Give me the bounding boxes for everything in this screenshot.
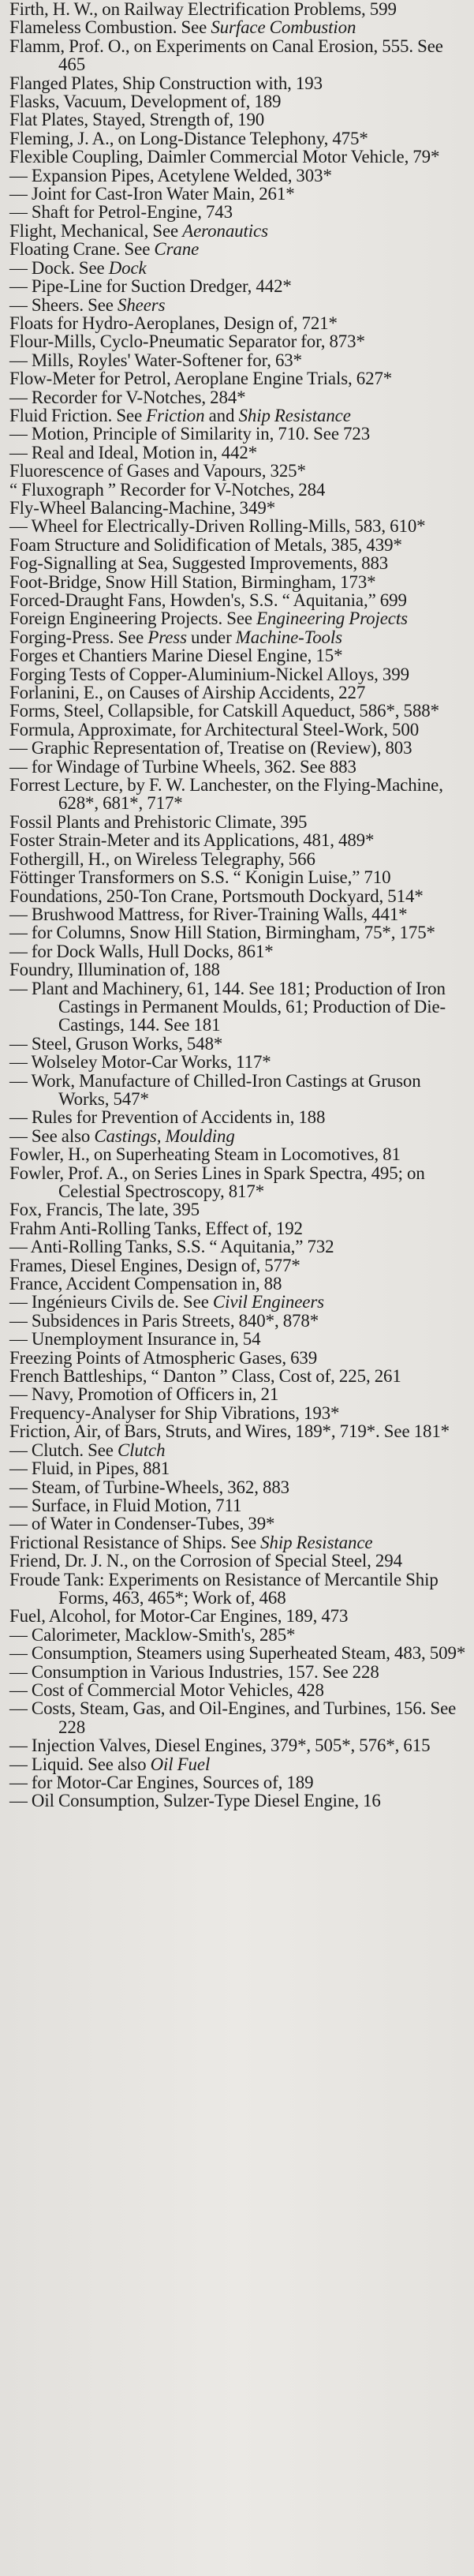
index-entry: — Work, Manufacture of Chilled-Iron Castings at Gruson Works, 547*	[9, 1070, 421, 1109]
index-entry: Forlanini, E., on Causes of Airship Accidents, 227	[9, 683, 366, 703]
index-entry: Frahm Anti-Rolling Tanks, Effect of, 192	[9, 1218, 303, 1238]
index-entry: Fluid Friction. See Friction and Ship Resistance	[9, 405, 351, 425]
index-entry: Flanged Plates, Ship Construction with, 193	[9, 73, 323, 93]
index-entry: — Consumption in Various Industries, 157. See 228	[9, 1661, 379, 1682]
index-entry: — Rules for Prevention of Accidents in, 188	[9, 1107, 326, 1128]
index-entry: Fossil Plants and Prehistoric Climate, 395	[9, 811, 308, 832]
index-entry: Flexible Coupling, Daimler Commercial Motor Vehicle, 79*	[9, 147, 440, 167]
index-entry: Foundry, Illumination of, 188	[9, 960, 220, 980]
index-entry: — Anti-Rolling Tanks, S.S. “ Aquitania,” 732	[9, 1237, 334, 1257]
index-entry: — Joint for Cast-Iron Water Main, 261*	[9, 184, 295, 204]
index-entry: Forced-Draught Fans, Howden's, S.S. “ Aquitania,” 699	[9, 590, 407, 610]
index-entry: — Steel, Gruson Works, 548*	[9, 1033, 223, 1054]
index-entry: — Unemployment Insurance in, 54	[9, 1329, 261, 1350]
index-entry: Flamm, Prof. O., on Experiments on Canal Erosion, 555. See 465	[9, 36, 443, 75]
index-entry: Forges et Chantiers Marine Diesel Engine, 15*	[9, 646, 343, 666]
index-entry: — Wheel for Electrically-Driven Rolling-Mills, 583, 610*	[9, 516, 426, 537]
index-entry: — Mills, Royles' Water-Softener for, 63*	[9, 350, 302, 370]
index-entry: — Clutch. See Clutch	[9, 1440, 166, 1460]
index-entry: Floating Crane. See Crane	[9, 239, 200, 260]
index-entry: — for Windage of Turbine Wheels, 362. See 883	[9, 756, 356, 777]
index-entry: Fox, Francis, The late, 395	[9, 1200, 200, 1220]
index-entry: — Graphic Representation of, Treatise on (Review), 803	[9, 738, 412, 758]
index-entry: Foundations, 250-Ton Crane, Portsmouth Dockyard, 514*	[9, 886, 424, 906]
index-entry: France, Accident Compensation in, 88	[9, 1274, 282, 1294]
index-entry: — for Dock Walls, Hull Docks, 861*	[9, 941, 274, 961]
index-entry: — Fluid, in Pipes, 881	[9, 1458, 170, 1479]
index-entry: Forms, Steel, Collapsible, for Catskill Aqueduct, 586*, 588*	[9, 701, 439, 721]
index-entry: — Dock. See Dock	[9, 257, 147, 278]
index-entry: Föttinger Transformers on S.S. “ Konigin Luise,” 710	[9, 867, 391, 888]
index-entry: Foster Strain-Meter and its Applications, 481, 489*	[9, 830, 375, 851]
index-entry: — Surface, in Fluid Motion, 711	[9, 1495, 242, 1515]
index-entry: Firth, H. W., on Railway Electrification Problems, 599	[9, 0, 397, 19]
index-entry: Flat Plates, Stayed, Strength of, 190	[9, 110, 265, 130]
index-entry: — Sheers. See Sheers	[9, 294, 166, 315]
index-entry: — Shaft for Petrol-Engine, 743	[9, 202, 233, 223]
index-entry: Foot-Bridge, Snow Hill Station, Birmingham, 173*	[9, 571, 376, 592]
index-entry: Flameless Combustion. See Surface Combustion	[9, 17, 356, 38]
index-entry: Formula, Approximate, for Architectural Steel-Work, 500	[9, 719, 420, 739]
index-entry: — Real and Ideal, Motion in, 442*	[9, 442, 258, 462]
index-entry: — Calorimeter, Macklow-Smith's, 285*	[9, 1624, 296, 1645]
index-entry: — Injection Valves, Diesel Engines, 379*, 505*, 576*, 615	[9, 1735, 431, 1756]
index-entry: — Expansion Pipes, Acetylene Welded, 303*	[9, 165, 332, 185]
index-entry: Fowler, H., on Superheating Steam in Locomotives, 81	[9, 1144, 401, 1165]
index-entry: — Motion, Principle of Similarity in, 710. See 723	[9, 424, 371, 444]
index-entry: — Consumption, Steamers using Superheated Steam, 483, 509*	[9, 1643, 466, 1664]
index-entry: Fly-Wheel Balancing-Machine, 349*	[9, 497, 276, 518]
index-entry: French Battleships, “ Danton ” Class, Cost of, 225, 261	[9, 1366, 401, 1387]
index-entry: Floats for Hydro-Aeroplanes, Design of, 721*	[9, 313, 338, 333]
index-entry: — Wolseley Motor-Car Works, 117*	[9, 1052, 271, 1073]
index-entry: Fluorescence of Gases and Vapours, 325*	[9, 461, 306, 481]
index-entry: Flight, Mechanical, See Aeronautics	[9, 220, 268, 241]
index-entry: — of Water in Condenser-Tubes, 39*	[9, 1514, 275, 1534]
index-entry: Fowler, Prof. A., on Series Lines in Spark Spectra, 495; on Celestial Spectroscopy, 817*	[9, 1163, 425, 1201]
index-entry: Flour-Mills, Cyclo-Pneumatic Separator for, 873*	[9, 331, 365, 352]
index-entry: — Brushwood Mattress, for River-Training Walls, 441*	[9, 904, 408, 924]
index-entry: Friend, Dr. J. N., on the Corrosion of Special Steel, 294	[9, 1551, 402, 1571]
index-entry: — Costs, Steam, Gas, and Oil-Engines, and Turbines, 156. See 228	[9, 1698, 457, 1737]
index-entry: Froude Tank: Experiments on Resistance of Mercantile Ship Forms, 463, 465*; Work of, 468	[9, 1569, 439, 1608]
index-entry: Foam Structure and Solidification of Metals, 385, 439*	[9, 534, 402, 555]
index-entry: — See also Castings, Moulding	[9, 1125, 235, 1146]
index-entry: Foreign Engineering Projects. See Engineering Projects	[9, 608, 408, 629]
index-entry: Frames, Diesel Engines, Design of, 577*	[9, 1255, 300, 1275]
index-entry: Fuel, Alcohol, for Motor-Car Engines, 189, 473	[9, 1606, 349, 1627]
index-entry: Friction, Air, of Bars, Struts, and Wires, 189*, 719*. See 181*	[9, 1421, 450, 1442]
index-list	[9, 0, 466, 1810]
index-entry: Freezing Points of Atmospheric Gases, 639	[9, 1347, 318, 1368]
index-entry: Frictional Resistance of Ships. See Ship Resistance	[9, 1532, 373, 1552]
index-entry: — Ingénieurs Civils de. See Civil Engineers	[9, 1292, 324, 1312]
index-entry: Fleming, J. A., on Long-Distance Telephony, 475*	[9, 128, 368, 148]
index-entry: Flasks, Vacuum, Development of, 189	[9, 92, 282, 112]
index-entry: Fog-Signalling at Sea, Suggested Improvements, 883	[9, 553, 389, 574]
index-entry: Forrest Lecture, by F. W. Lanchester, on the Flying-Machine, 628*, 681*, 717*	[9, 775, 443, 814]
index-entry: — Navy, Promotion of Officers in, 21	[9, 1384, 279, 1405]
index-entry: — Subsidences in Paris Streets, 840*, 878*	[9, 1310, 319, 1331]
index-entry: — for Columns, Snow Hill Station, Birmingham, 75*, 175*	[9, 923, 435, 943]
index-entry: Forging-Press. See Press under Machine-Tools	[9, 627, 342, 647]
index-entry: Flow-Meter for Petrol, Aeroplane Engine Trials, 627*	[9, 369, 393, 389]
index-entry: “ Fluxograph ” Recorder for V-Notches, 284	[9, 479, 326, 500]
index-entry: — Steam, of Turbine-Wheels, 362, 883	[9, 1477, 290, 1497]
index-entry: — for Motor-Car Engines, Sources of, 189	[9, 1773, 314, 1792]
index-entry: — Oil Consumption, Sulzer-Type Diesel Engine, 16	[9, 1791, 381, 1811]
index-entry: — Cost of Commercial Motor Vehicles, 428	[9, 1679, 324, 1700]
index-entry: Frequency-Analyser for Ship Vibrations, 193*	[9, 1402, 340, 1423]
index-entry: — Liquid. See also Oil Fuel	[9, 1754, 211, 1774]
index-entry: — Plant and Machinery, 61, 144. See 181; Production of Iron Castings in Permanent Moulds, 61; Production of Die-Castings, 144. See 181	[9, 978, 446, 1035]
index-entry: Fothergill, H., on Wireless Telegraphy, 566	[9, 848, 315, 869]
index-entry: — Pipe-Line for Suction Dredger, 442*	[9, 276, 292, 297]
index-entry: — Recorder for V-Notches, 284*	[9, 387, 246, 407]
index-entry: Forging Tests of Copper-Aluminium-Nickel Alloys, 399	[9, 664, 409, 684]
